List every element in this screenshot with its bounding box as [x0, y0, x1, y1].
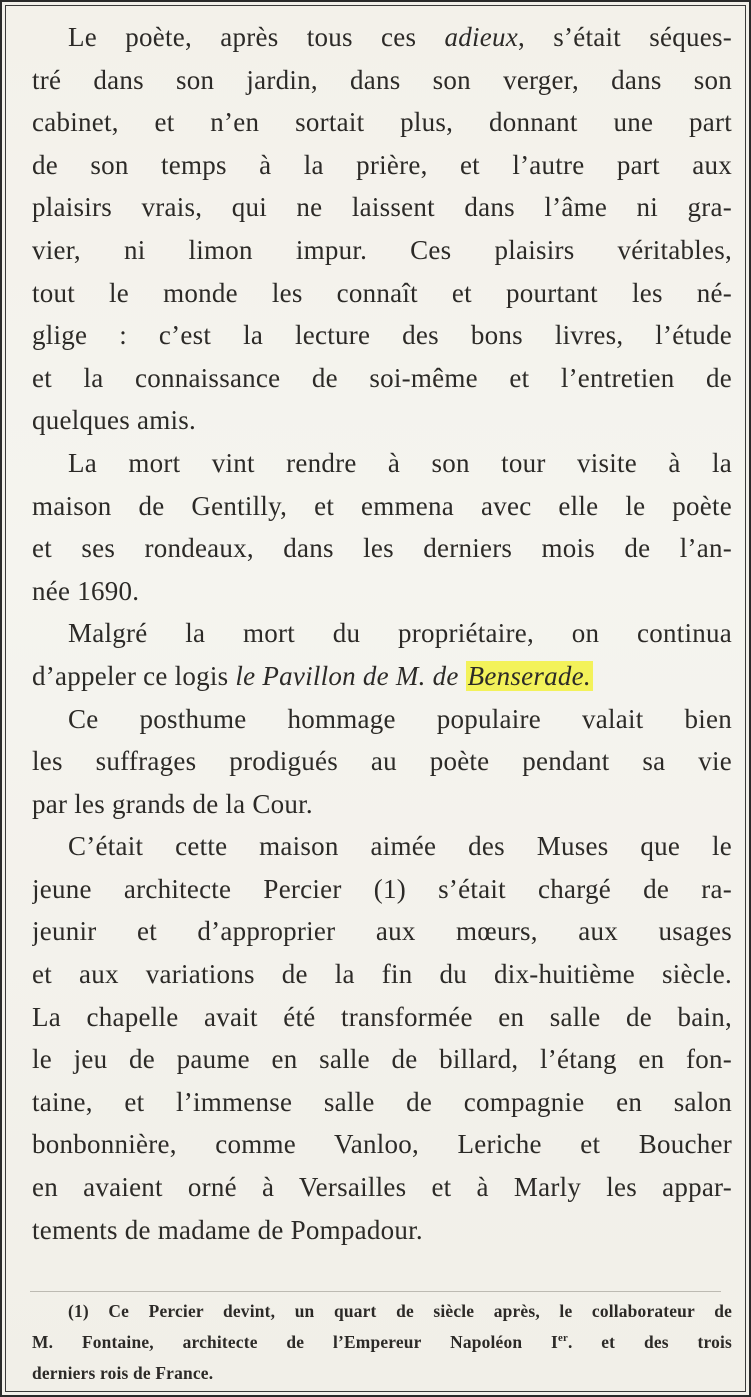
text-line: jeune architecte Percier (1) s’était chargé de ra- [32, 873, 732, 904]
italic-phrase: le Pavillon de M. de [235, 660, 459, 691]
text-line: et aux variations de la fin du dix-huitième siècle. [32, 959, 732, 990]
text-line: née 1690. [32, 575, 140, 606]
text-line: tements de madame de Pompadour. [32, 1214, 423, 1245]
text-line: tré dans son jardin, dans son verger, dans son [32, 64, 732, 95]
highlighted-word: Benserade. [467, 660, 591, 691]
text-line: le jeu de paume en salle de billard, l’étang en fon- [32, 1044, 732, 1075]
paragraph-1 [32, 16, 732, 442]
text-line: d’appeler ce logis le Pavillon de M. de Benserade. [32, 660, 591, 691]
text-line: taine, et l’immense salle de compagnie en salon [32, 1086, 732, 1117]
footnote-line: derniers rois de France. [32, 1363, 214, 1383]
text-line: La chapelle avait été transformée en salle de bain, [32, 1001, 732, 1032]
body-text [32, 16, 732, 1251]
text-line: par les grands de la Cour. [32, 788, 313, 819]
paragraph-2 [32, 442, 732, 612]
text-line: tout le monde les connaît et pourtant les né- [32, 277, 732, 308]
text-line: de son temps à la prière, et l’autre part aux [32, 149, 732, 180]
text-line: C’était cette maison aimée des Muses que le [68, 831, 732, 862]
text-line: La mort vint rendre à son tour visite à la [68, 447, 732, 478]
text-line: bonbonnière, comme Vanloo, Leriche et Boucher [32, 1129, 732, 1160]
paragraph-5 [32, 825, 732, 1251]
paragraph-4 [32, 698, 732, 826]
text-line: Le poète, après tous ces adieux, s’était séques- [68, 22, 732, 52]
footnote-line: (1) Ce Percier devint, un quart de siècle après, le collaborateur de [68, 1301, 732, 1321]
footnote-line: M. Fontaine, architecte de l’Empereur Napoléon Ier. et des trois [32, 1332, 732, 1352]
text-line: glige : c’est la lecture des bons livres, l’étude [32, 320, 732, 351]
text-line: Malgré la mort du propriétaire, on continua [68, 618, 732, 649]
text-line: quelques amis. [32, 405, 196, 436]
text-line: cabinet, et n’en sortait plus, donnant une part [32, 107, 732, 138]
text-line: jeunir et d’approprier aux mœurs, aux usages [32, 916, 732, 947]
text-line: les suffrages prodigués au poète pendant sa vie [32, 746, 732, 777]
footnote [32, 1296, 732, 1389]
text-line: et la connaissance de soi-même et l’entretien de [32, 362, 732, 393]
page-frame [5, 5, 746, 1392]
text-line: maison de Gentilly, et emmena avec elle le poète [32, 490, 732, 521]
italic-word: adieux [444, 22, 518, 52]
text-line: vier, ni limon impur. Ces plaisirs véritables, [32, 234, 732, 265]
paragraph-3 [32, 612, 732, 697]
text-line: Ce posthume hommage populaire valait bien [68, 703, 732, 734]
text-line: et ses rondeaux, dans les derniers mois de l’an- [32, 533, 732, 564]
text-line: en avaient orné à Versailles et à Marly les appar- [32, 1172, 732, 1203]
footnote-divider [30, 1291, 721, 1292]
text-line: plaisirs vrais, qui ne laissent dans l’âme ni gra- [32, 192, 732, 223]
superscript: er [557, 1332, 568, 1345]
